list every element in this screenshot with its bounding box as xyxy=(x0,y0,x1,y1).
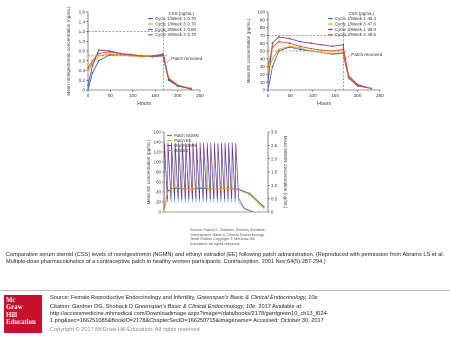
data-point xyxy=(357,84,359,86)
x-tick-label: 100 xyxy=(128,93,137,98)
citation-url-line-1[interactable]: http://accessmedicine.mhmedical.com/Downloadimage.aspx?image=/data/books/2178/gardgreen10_ch13_f024- xyxy=(50,311,329,317)
data-point xyxy=(310,50,312,52)
chart-patch-vs-oral-svg xyxy=(142,128,302,226)
series-line-oral-ee xyxy=(164,145,253,213)
y-tick-label: 10 xyxy=(259,79,265,85)
x-tick-label: 250 xyxy=(196,93,204,98)
data-point xyxy=(310,42,312,44)
legend-marker xyxy=(150,34,152,36)
y2-tick-label: 0.5 xyxy=(271,196,278,202)
data-point xyxy=(342,44,344,46)
chart-patch-vs-oral xyxy=(142,128,302,226)
legend-marker xyxy=(330,18,332,20)
y-tick-label: 0.2 xyxy=(78,77,85,83)
logo-line: Hill xyxy=(6,311,17,319)
legend-label: Oral EE xyxy=(174,148,189,153)
x-axis-label: Hours xyxy=(137,101,151,107)
y-tick-label: 40 xyxy=(259,56,265,62)
y-tick-label: 0 xyxy=(262,87,265,93)
data-point xyxy=(310,48,312,50)
legend-label: Cycle 1/Week 1 xyxy=(335,16,366,21)
data-point xyxy=(98,55,100,57)
data-point xyxy=(267,81,269,83)
data-point xyxy=(267,66,269,68)
data-point xyxy=(109,51,111,53)
data-point xyxy=(332,50,334,52)
y-tick-label: 1.6 xyxy=(78,9,85,15)
y-axis-label: Mean norelgestromin concentration (ng/mL) xyxy=(66,6,71,96)
legend-css-value: 59.0 xyxy=(367,26,376,32)
patch-removed-label: Patch removed xyxy=(171,56,203,61)
citation-url-line-2[interactable]: 1.png&sec=166251085&BookID=2178&ChapterSecID=166250715&imagename= Accessed: October 30, 2017 xyxy=(50,318,324,324)
y2-tick-label: 1.5 xyxy=(271,169,278,175)
data-point xyxy=(152,55,154,57)
data-point xyxy=(289,45,291,47)
y-tick-label: 80 xyxy=(156,169,161,175)
chart-ee xyxy=(238,4,388,110)
data-point xyxy=(168,77,170,79)
data-point xyxy=(263,207,265,209)
logo-line: Graw xyxy=(6,304,23,312)
chart-ngmn xyxy=(58,4,208,110)
data-point xyxy=(163,211,165,213)
data-point xyxy=(299,49,301,51)
legend-title: CSS (ng/mL) xyxy=(168,11,194,16)
x-tick-label: 0 xyxy=(86,93,90,98)
data-point xyxy=(272,58,274,60)
legend-css-value: 46.4 xyxy=(367,16,376,21)
data-point xyxy=(92,65,94,67)
chart-ngmn-svg xyxy=(58,4,208,110)
data-point xyxy=(278,36,280,38)
data-point xyxy=(174,186,176,188)
source-line xyxy=(50,295,446,302)
legend-css-value: 49.6 xyxy=(367,32,376,38)
data-point xyxy=(342,49,344,51)
data-point xyxy=(370,88,372,90)
y-tick-label: 20 xyxy=(259,72,265,77)
y-tick-label: 1.0 xyxy=(78,38,85,44)
legend-css-value: 0.70 xyxy=(187,32,196,38)
data-point xyxy=(267,70,269,72)
y-tick-label: 50 xyxy=(259,48,265,54)
data-point xyxy=(249,194,251,196)
chart-ee-svg xyxy=(238,4,388,110)
legend-css-value: 0.80 xyxy=(187,26,196,32)
x-tick-label: 100 xyxy=(308,93,317,98)
y-tick-label: 20 xyxy=(156,199,161,205)
legend-label: Cycle 1/Week 3 xyxy=(155,21,186,27)
logo-line: Education xyxy=(6,319,36,327)
y-tick-label: 100 xyxy=(153,159,161,165)
x-tick-label: 50 xyxy=(107,93,113,98)
data-point xyxy=(238,189,240,191)
data-point xyxy=(92,72,94,74)
legend-marker xyxy=(330,29,332,31)
data-point xyxy=(299,47,301,49)
series-line xyxy=(268,37,371,88)
data-point xyxy=(119,53,121,55)
legend-title: CSS (pg/mL) xyxy=(348,11,374,16)
y-tick-label: 40 xyxy=(156,189,161,195)
data-point xyxy=(98,53,100,55)
series-line-oral-ngmn xyxy=(164,143,253,212)
y-tick-label: 160 xyxy=(153,129,161,135)
legend-label: Cycle 1/Week 1 xyxy=(155,16,186,21)
y2-tick-label: 2.5 xyxy=(271,142,278,148)
footer-divider xyxy=(0,290,450,291)
series-line xyxy=(268,42,371,89)
data-point xyxy=(87,70,89,72)
y2-axis-label: Mean NGMN concentration (ng/mL) xyxy=(283,135,288,209)
data-point xyxy=(109,53,111,55)
y-tick-label: 0.4 xyxy=(78,68,85,74)
data-point xyxy=(299,45,301,47)
data-point xyxy=(272,66,274,68)
data-point xyxy=(289,38,291,40)
y-tick-label: 1.2 xyxy=(78,29,85,35)
legend-marker xyxy=(150,18,152,20)
x-tick-label: 200 xyxy=(353,93,362,98)
y-tick-label: 70 xyxy=(259,33,265,38)
citation-prefix: Citation: Gardner DG, Shoback D xyxy=(50,304,135,310)
source-book: Greenspan's Basic & Clinical Endocrinology, 10e xyxy=(196,295,318,301)
citation-book: Greenspan's Basic & Clinical Endocrinology, 10e xyxy=(134,304,256,310)
data-point xyxy=(141,55,143,57)
legend-label: Cycle 3/Week 3 xyxy=(335,32,366,38)
y-tick-label: 0 xyxy=(158,209,161,215)
citation-line xyxy=(50,304,446,311)
data-point xyxy=(267,89,269,91)
data-point xyxy=(188,189,190,191)
legend-css-value: 0.70 xyxy=(187,21,196,27)
y-tick-label: 90 xyxy=(259,17,265,23)
x-tick-label: 0 xyxy=(266,93,270,98)
legend-label: Cycle 3/Week 3 xyxy=(155,32,186,38)
publisher-logo xyxy=(4,295,42,333)
data-point xyxy=(190,88,192,90)
legend-label: Cycle 3/Week 1 xyxy=(335,26,366,32)
data-point xyxy=(321,44,323,46)
data-point xyxy=(289,42,291,44)
legend-marker xyxy=(330,23,332,25)
data-point xyxy=(272,46,274,48)
x-tick-label: 200 xyxy=(173,93,182,98)
data-point xyxy=(199,186,201,188)
source-prefix: Source: Female Reproductive Endocrinology and Infertility, xyxy=(50,295,197,301)
data-point xyxy=(167,191,169,193)
data-point xyxy=(224,187,226,189)
legend-label: Patch EE xyxy=(174,138,192,143)
legend-label: Oral NGMN xyxy=(174,143,196,148)
patch-removed-label: Patch removed xyxy=(351,52,383,57)
y2-tick-label: 2.0 xyxy=(271,156,278,162)
data-point xyxy=(343,55,345,57)
y-tick-label: 30 xyxy=(259,64,265,70)
data-point xyxy=(130,54,132,56)
legend-marker xyxy=(150,23,152,25)
y2-tick-label: 3.0 xyxy=(271,129,278,135)
data-point xyxy=(299,41,301,43)
data-point xyxy=(162,53,164,55)
y-tick-label: 1.4 xyxy=(78,19,85,25)
y-tick-label: 120 xyxy=(153,149,161,155)
y-tick-label: 60 xyxy=(156,179,161,185)
x-tick-label: 150 xyxy=(151,93,160,98)
y-axis-label: Mean EE concentration (pg/mL) xyxy=(246,18,251,84)
legend-label: Cycle 1/Week 3 xyxy=(335,21,366,27)
y-tick-label: 0.8 xyxy=(78,48,85,54)
y-axis-label: Mean EE concentration (pg/mL) xyxy=(146,139,151,205)
figure-credit: Source: David G. Gardner, Dolores Shoback: Greenspan's Basic & Clinical Endocrinology, Tenth Edition Copyright © McGraw-Hill Education. All rights reserved. xyxy=(190,228,266,246)
data-point xyxy=(98,49,100,51)
legend-marker xyxy=(330,34,332,36)
data-point xyxy=(332,45,334,47)
legend-label: Cycle 3/Week 1 xyxy=(155,26,186,32)
data-point xyxy=(321,49,323,51)
copyright: Copyright © 2017 McGraw-Hill Education. All rights reserved xyxy=(50,327,200,333)
citation-suffix: ; 2017 Available at: xyxy=(255,304,303,310)
data-point xyxy=(98,60,100,62)
y-tick-label: 0 xyxy=(82,87,85,93)
logo-line: Mc xyxy=(6,297,16,304)
y-tick-label: 100 xyxy=(257,9,265,15)
legend-css-value: 47.6 xyxy=(367,21,376,27)
data-point xyxy=(278,41,280,43)
data-point xyxy=(87,67,89,69)
legend-css-value: 0.70 xyxy=(187,16,196,21)
y2-tick-label: 0 xyxy=(271,209,274,215)
y-tick-label: 60 xyxy=(259,40,265,46)
y-tick-label: 140 xyxy=(153,139,161,145)
data-point xyxy=(213,189,215,191)
y-tick-label: 0.6 xyxy=(78,58,85,64)
data-point xyxy=(272,42,274,44)
figure-caption: Comparative serum steroid (CSS) levels of norelgestromin (NGMN) and ethinyl estradiol (EE) following patch administration. (Reproduced with permission from Abrams LS et al. Multiple-dose pharmacokinetics of a contraceptive patch in healthy women participants. Contraception. 2001 Nov;64(5):287-294.) xyxy=(6,252,444,266)
legend-marker xyxy=(150,29,152,31)
data-point xyxy=(278,49,280,51)
x-axis-label: Hours xyxy=(317,101,331,107)
y2-tick-label: 1.0 xyxy=(271,182,278,188)
data-point xyxy=(87,89,89,91)
data-point xyxy=(92,60,94,62)
y-tick-label: 80 xyxy=(259,25,265,31)
x-tick-label: 250 xyxy=(376,93,384,98)
x-tick-label: 150 xyxy=(331,93,340,98)
data-point xyxy=(332,52,334,54)
data-point xyxy=(321,52,323,54)
data-point xyxy=(87,84,89,86)
data-point xyxy=(177,84,179,86)
legend-label: Patch NGMN xyxy=(174,133,199,138)
data-point xyxy=(163,57,165,59)
data-point xyxy=(348,76,350,78)
x-tick-label: 50 xyxy=(287,93,293,98)
